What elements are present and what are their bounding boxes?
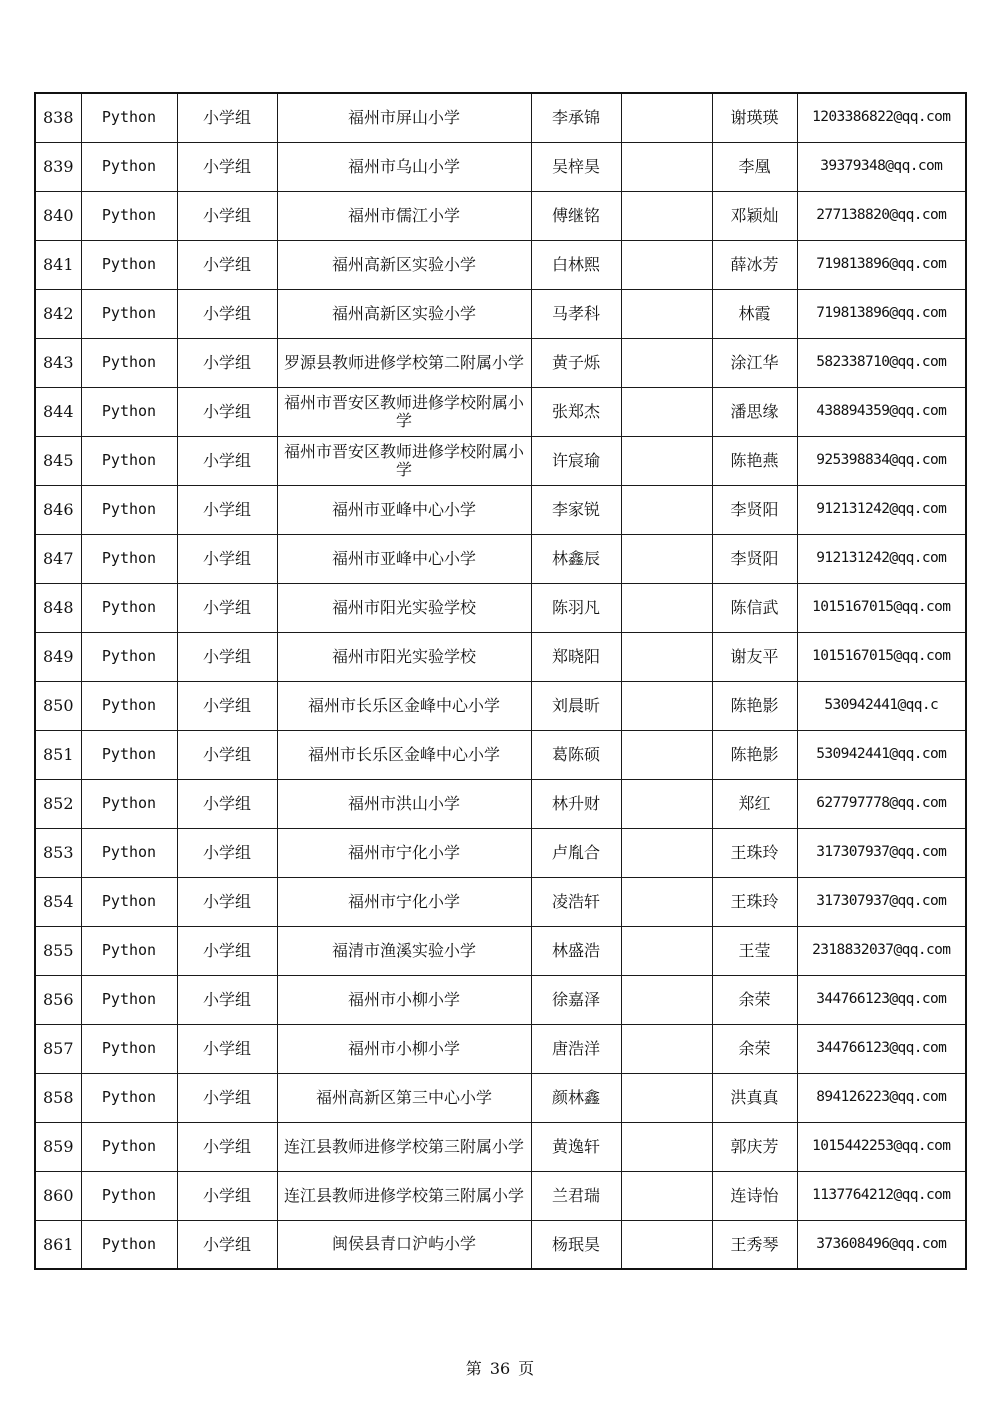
group-cell: 小学组	[177, 583, 277, 632]
page-prefix: 第	[465, 1359, 482, 1378]
table-row	[35, 583, 966, 632]
email-cell: 530942441@qq.c	[797, 681, 966, 730]
email-cell: 1203386822@qq.com	[797, 93, 966, 142]
teacher-cell: 林霞	[712, 289, 797, 338]
email-cell: 1015442253@qq.com	[797, 1122, 966, 1171]
row-number: 850	[35, 681, 81, 730]
language-cell: Python	[81, 975, 177, 1024]
empty-cell	[621, 730, 712, 779]
language-cell: Python	[81, 926, 177, 975]
school-cell: 福州高新区实验小学	[277, 289, 531, 338]
table-row	[35, 779, 966, 828]
empty-cell	[621, 779, 712, 828]
email-cell: 344766123@qq.com	[797, 1024, 966, 1073]
empty-cell	[621, 583, 712, 632]
group-cell: 小学组	[177, 1220, 277, 1269]
language-cell: Python	[81, 1171, 177, 1220]
teacher-cell: 潘思缘	[712, 387, 797, 436]
teacher-cell: 陈信武	[712, 583, 797, 632]
school-cell: 福州市亚峰中心小学	[277, 534, 531, 583]
table-row	[35, 191, 966, 240]
row-number: 845	[35, 436, 81, 485]
row-number: 841	[35, 240, 81, 289]
empty-cell	[621, 1220, 712, 1269]
email-cell: 530942441@qq.com	[797, 730, 966, 779]
row-number: 858	[35, 1073, 81, 1122]
table-row	[35, 1024, 966, 1073]
group-cell: 小学组	[177, 93, 277, 142]
empty-cell	[621, 191, 712, 240]
teacher-cell: 洪真真	[712, 1073, 797, 1122]
teacher-cell: 李贤阳	[712, 534, 797, 583]
language-cell: Python	[81, 828, 177, 877]
teacher-cell: 余荣	[712, 975, 797, 1024]
student-cell: 颜林鑫	[531, 1073, 621, 1122]
empty-cell	[621, 681, 712, 730]
school-cell: 罗源县教师进修学校第二附属小学	[277, 338, 531, 387]
school-cell: 福清市渔溪实验小学	[277, 926, 531, 975]
table-row	[35, 926, 966, 975]
school-cell: 福州市洪山小学	[277, 779, 531, 828]
teacher-cell: 陈艳燕	[712, 436, 797, 485]
school-cell: 福州市小柳小学	[277, 975, 531, 1024]
school-cell: 福州市晋安区教师进修学校附属小学	[277, 436, 531, 485]
table-row	[35, 240, 966, 289]
row-number: 838	[35, 93, 81, 142]
teacher-cell: 邓颖灿	[712, 191, 797, 240]
group-cell: 小学组	[177, 1122, 277, 1171]
table-row	[35, 877, 966, 926]
teacher-cell: 涂江华	[712, 338, 797, 387]
language-cell: Python	[81, 583, 177, 632]
group-cell: 小学组	[177, 485, 277, 534]
email-cell: 1137764212@qq.com	[797, 1171, 966, 1220]
language-cell: Python	[81, 730, 177, 779]
table-row	[35, 1171, 966, 1220]
language-cell: Python	[81, 681, 177, 730]
school-cell: 福州市阳光实验学校	[277, 583, 531, 632]
student-cell: 李家锐	[531, 485, 621, 534]
language-cell: Python	[81, 289, 177, 338]
group-cell: 小学组	[177, 877, 277, 926]
teacher-cell: 连诗怡	[712, 1171, 797, 1220]
table-row	[35, 1073, 966, 1122]
group-cell: 小学组	[177, 1073, 277, 1122]
school-cell: 福州市亚峰中心小学	[277, 485, 531, 534]
empty-cell	[621, 289, 712, 338]
empty-cell	[621, 877, 712, 926]
empty-cell	[621, 632, 712, 681]
table-row	[35, 632, 966, 681]
table-row	[35, 387, 966, 436]
language-cell: Python	[81, 387, 177, 436]
empty-cell	[621, 387, 712, 436]
email-cell: 2318832037@qq.com	[797, 926, 966, 975]
table-row	[35, 338, 966, 387]
group-cell: 小学组	[177, 779, 277, 828]
teacher-cell: 王珠玲	[712, 877, 797, 926]
email-cell: 277138820@qq.com	[797, 191, 966, 240]
language-cell: Python	[81, 1024, 177, 1073]
student-cell: 黄子烁	[531, 338, 621, 387]
language-cell: Python	[81, 779, 177, 828]
teacher-cell: 陈艳影	[712, 730, 797, 779]
group-cell: 小学组	[177, 975, 277, 1024]
row-number: 861	[35, 1220, 81, 1269]
table-row	[35, 93, 966, 142]
language-cell: Python	[81, 485, 177, 534]
table-row	[35, 1122, 966, 1171]
school-cell: 福州市乌山小学	[277, 142, 531, 191]
email-cell: 1015167015@qq.com	[797, 583, 966, 632]
school-cell: 连江县教师进修学校第三附属小学	[277, 1171, 531, 1220]
student-cell: 李承锦	[531, 93, 621, 142]
student-cell: 傅继铭	[531, 191, 621, 240]
student-cell: 林盛浩	[531, 926, 621, 975]
language-cell: Python	[81, 142, 177, 191]
language-cell: Python	[81, 191, 177, 240]
teacher-cell: 李贤阳	[712, 485, 797, 534]
row-number: 854	[35, 877, 81, 926]
language-cell: Python	[81, 1220, 177, 1269]
row-number: 847	[35, 534, 81, 583]
email-cell: 894126223@qq.com	[797, 1073, 966, 1122]
table-row	[35, 1220, 966, 1269]
school-cell: 福州市屏山小学	[277, 93, 531, 142]
email-cell: 39379348@qq.com	[797, 142, 966, 191]
row-number: 843	[35, 338, 81, 387]
empty-cell	[621, 338, 712, 387]
language-cell: Python	[81, 1073, 177, 1122]
group-cell: 小学组	[177, 534, 277, 583]
group-cell: 小学组	[177, 828, 277, 877]
row-number: 851	[35, 730, 81, 779]
school-cell: 福州市长乐区金峰中心小学	[277, 730, 531, 779]
empty-cell	[621, 142, 712, 191]
row-number: 842	[35, 289, 81, 338]
email-cell: 627797778@qq.com	[797, 779, 966, 828]
student-cell: 唐浩洋	[531, 1024, 621, 1073]
empty-cell	[621, 1122, 712, 1171]
language-cell: Python	[81, 338, 177, 387]
row-number: 852	[35, 779, 81, 828]
row-number: 856	[35, 975, 81, 1024]
email-cell: 925398834@qq.com	[797, 436, 966, 485]
row-number: 846	[35, 485, 81, 534]
empty-cell	[621, 485, 712, 534]
group-cell: 小学组	[177, 338, 277, 387]
email-cell: 317307937@qq.com	[797, 877, 966, 926]
table-row	[35, 975, 966, 1024]
student-cell: 林升财	[531, 779, 621, 828]
group-cell: 小学组	[177, 289, 277, 338]
empty-cell	[621, 975, 712, 1024]
table-row	[35, 534, 966, 583]
teacher-cell: 王莹	[712, 926, 797, 975]
empty-cell	[621, 1073, 712, 1122]
row-number: 849	[35, 632, 81, 681]
empty-cell	[621, 926, 712, 975]
group-cell: 小学组	[177, 387, 277, 436]
language-cell: Python	[81, 240, 177, 289]
table-row	[35, 828, 966, 877]
language-cell: Python	[81, 1122, 177, 1171]
language-cell: Python	[81, 632, 177, 681]
row-number: 839	[35, 142, 81, 191]
email-cell: 1015167015@qq.com	[797, 632, 966, 681]
student-cell: 林鑫辰	[531, 534, 621, 583]
school-cell: 福州市晋安区教师进修学校附属小学	[277, 387, 531, 436]
empty-cell	[621, 93, 712, 142]
group-cell: 小学组	[177, 142, 277, 191]
school-cell: 闽侯县青口沪屿小学	[277, 1220, 531, 1269]
student-cell: 刘晨昕	[531, 681, 621, 730]
language-cell: Python	[81, 877, 177, 926]
email-cell: 373608496@qq.com	[797, 1220, 966, 1269]
school-cell: 福州市小柳小学	[277, 1024, 531, 1073]
row-number: 840	[35, 191, 81, 240]
student-cell: 张郑杰	[531, 387, 621, 436]
student-cell: 许宸瑜	[531, 436, 621, 485]
table-row	[35, 289, 966, 338]
row-number: 853	[35, 828, 81, 877]
row-number: 855	[35, 926, 81, 975]
table-row	[35, 436, 966, 485]
student-cell: 兰君瑞	[531, 1171, 621, 1220]
school-cell: 连江县教师进修学校第三附属小学	[277, 1122, 531, 1171]
email-cell: 438894359@qq.com	[797, 387, 966, 436]
email-cell: 912131242@qq.com	[797, 485, 966, 534]
row-number: 848	[35, 583, 81, 632]
teacher-cell: 陈艳影	[712, 681, 797, 730]
school-cell: 福州市阳光实验学校	[277, 632, 531, 681]
teacher-cell: 谢友平	[712, 632, 797, 681]
group-cell: 小学组	[177, 1024, 277, 1073]
student-cell: 吴梓昊	[531, 142, 621, 191]
group-cell: 小学组	[177, 681, 277, 730]
school-cell: 福州高新区第三中心小学	[277, 1073, 531, 1122]
teacher-cell: 郭庆芳	[712, 1122, 797, 1171]
row-number: 859	[35, 1122, 81, 1171]
table-row	[35, 142, 966, 191]
email-cell: 719813896@qq.com	[797, 289, 966, 338]
student-cell: 卢胤合	[531, 828, 621, 877]
empty-cell	[621, 1024, 712, 1073]
school-cell: 福州市长乐区金峰中心小学	[277, 681, 531, 730]
student-cell: 黄逸轩	[531, 1122, 621, 1171]
teacher-cell: 谢瑛瑛	[712, 93, 797, 142]
empty-cell	[621, 436, 712, 485]
page-suffix: 页	[518, 1359, 535, 1378]
email-cell: 582338710@qq.com	[797, 338, 966, 387]
group-cell: 小学组	[177, 632, 277, 681]
page-footer	[0, 1356, 1000, 1379]
group-cell: 小学组	[177, 240, 277, 289]
table-row	[35, 730, 966, 779]
table-row	[35, 681, 966, 730]
school-cell: 福州高新区实验小学	[277, 240, 531, 289]
empty-cell	[621, 828, 712, 877]
school-cell: 福州市宁化小学	[277, 828, 531, 877]
registration-table	[34, 92, 967, 1270]
student-cell: 杨珉昊	[531, 1220, 621, 1269]
student-cell: 马孝科	[531, 289, 621, 338]
student-cell: 陈羽凡	[531, 583, 621, 632]
email-cell: 344766123@qq.com	[797, 975, 966, 1024]
table-row	[35, 485, 966, 534]
empty-cell	[621, 240, 712, 289]
group-cell: 小学组	[177, 926, 277, 975]
email-cell: 912131242@qq.com	[797, 534, 966, 583]
language-cell: Python	[81, 436, 177, 485]
language-cell: Python	[81, 534, 177, 583]
group-cell: 小学组	[177, 436, 277, 485]
student-cell: 凌浩轩	[531, 877, 621, 926]
teacher-cell: 余荣	[712, 1024, 797, 1073]
student-cell: 葛陈硕	[531, 730, 621, 779]
empty-cell	[621, 1171, 712, 1220]
teacher-cell: 薛冰芳	[712, 240, 797, 289]
teacher-cell: 郑红	[712, 779, 797, 828]
school-cell: 福州市宁化小学	[277, 877, 531, 926]
student-cell: 徐嘉泽	[531, 975, 621, 1024]
teacher-cell: 李凰	[712, 142, 797, 191]
page-number: 36	[489, 1359, 511, 1378]
email-cell: 317307937@qq.com	[797, 828, 966, 877]
teacher-cell: 王秀琴	[712, 1220, 797, 1269]
group-cell: 小学组	[177, 730, 277, 779]
group-cell: 小学组	[177, 191, 277, 240]
group-cell: 小学组	[177, 1171, 277, 1220]
row-number: 860	[35, 1171, 81, 1220]
email-cell: 719813896@qq.com	[797, 240, 966, 289]
row-number: 844	[35, 387, 81, 436]
school-cell: 福州市儒江小学	[277, 191, 531, 240]
row-number: 857	[35, 1024, 81, 1073]
teacher-cell: 王珠玲	[712, 828, 797, 877]
empty-cell	[621, 534, 712, 583]
student-cell: 白林熙	[531, 240, 621, 289]
student-cell: 郑晓阳	[531, 632, 621, 681]
language-cell: Python	[81, 93, 177, 142]
